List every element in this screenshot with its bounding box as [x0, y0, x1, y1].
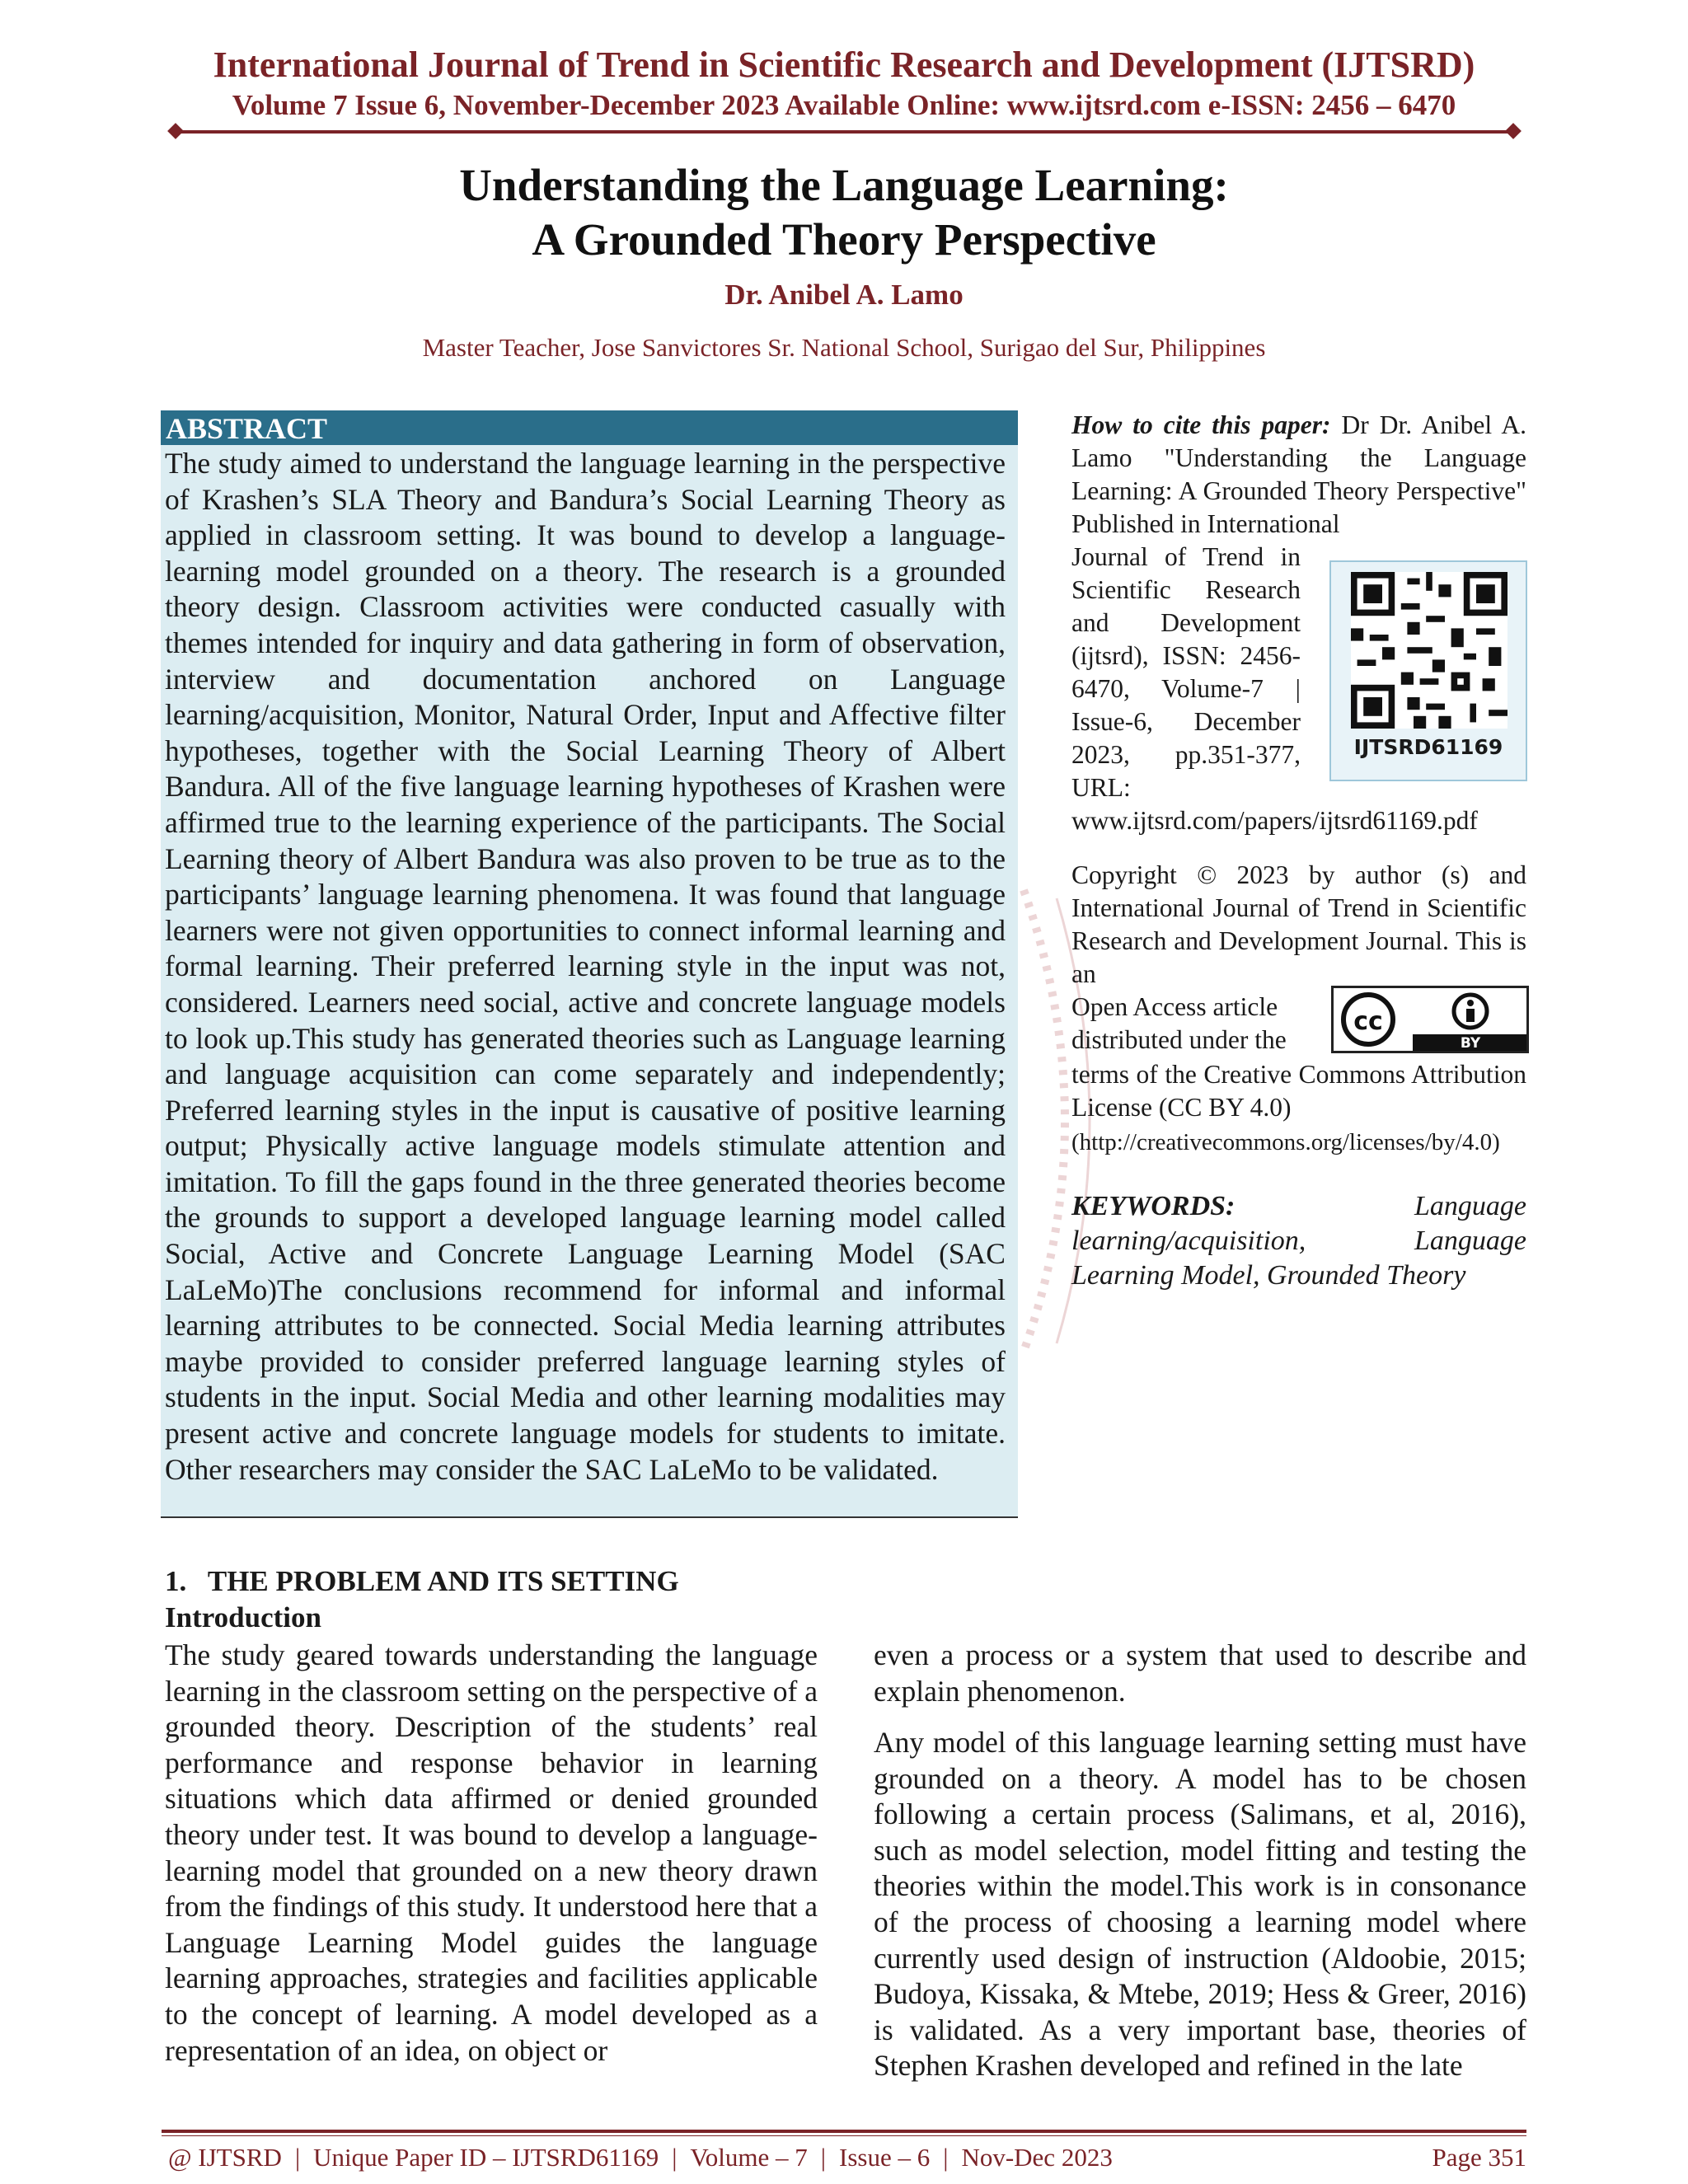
author-affiliation: Master Teacher, Jose Sanvictores Sr. National School, Surigao del Sur, Philippines	[422, 333, 1266, 362]
qr-code-icon	[1351, 572, 1507, 729]
copyright-side: Open Access article distributed under the	[1071, 992, 1287, 1054]
footer-rule-thin	[162, 2135, 1526, 2136]
citation-lead: How to cite this paper:	[1071, 410, 1331, 439]
paper-title-line2: A Grounded Theory Perspective	[532, 214, 1156, 265]
footer-journal: @ IJTSRD	[168, 2143, 282, 2172]
journal-title: International Journal of Trend in Scientific Research and Development (IJTSRD)	[213, 45, 1475, 85]
citation-url[interactable]: www.ijtsrd.com/papers/ijtsrd61169.pdf	[1071, 806, 1478, 835]
intro-column-left: The study geared towards understanding the language learning in the classroom setting on the perspective of a grounded theory. Description of the students’ real performance and response behavior in learning situations which data affirmed or denied grounded theory under test. It was bound to develop a language-learning model that grounded on a new theory drawn from the findings of this study. It understood here that a Language Learning Model guides the language learning approaches, strategies and facilities applicable to the concept of learning. A model developed as a representation of an idea, on object or	[165, 1638, 818, 2067]
journal-issue-line: Volume 7 Issue 6, November-December 2023 Available Online: www.ijtsrd.com e-ISSN: 2456 – 6470	[232, 89, 1456, 121]
subsection-heading: Introduction	[165, 1601, 321, 1633]
by-badge-text: BY	[1460, 1035, 1481, 1051]
footer-issue: Issue – 6	[839, 2143, 931, 2172]
keywords-lead: KEYWORDS:	[1071, 1191, 1236, 1221]
keywords	[1071, 1189, 1526, 1293]
copyright-bottom: terms of the Creative Commons Attribution License (CC BY 4.0)	[1071, 1060, 1526, 1122]
citation-text-top: Dr Dr. Anibel A. Lamo "Understanding the Language Learning: A Grounded Theory Perspective" Published in International	[1071, 410, 1526, 538]
footer-rule	[162, 2130, 1526, 2133]
qr-code-label: IJTSRD61169	[1353, 735, 1503, 759]
footer-paper-id: Unique Paper ID – IJTSRD61169	[313, 2143, 659, 2172]
footer-page-number: Page 351	[1432, 2143, 1526, 2172]
citation-side: Journal of Trend in Scientific Research and Development (ijtsrd), ISSN: 2456-6470, Volume-7 | Issue-6, December 2023, pp.351-377, URL:	[1071, 542, 1301, 802]
rule-diamond-right	[1505, 123, 1522, 139]
copyright-top: Copyright © 2023 by author (s) and International Journal of Trend in Scientific Research and Development Journal. This is an	[1071, 860, 1526, 988]
author-name: Dr. Anibel A. Lamo	[724, 279, 964, 311]
footer-left: @ IJTSRD | Unique Paper ID – IJTSRD61169 | Volume – 7 | Issue – 6 | Nov-Dec 2023	[168, 2143, 1113, 2172]
abstract-heading: ABSTRACT	[161, 410, 1018, 445]
intro-column-right-p1: even a process or a system that used to describe and explain phenomenon.	[874, 1638, 1526, 1708]
cc-by-icon	[1334, 988, 1526, 1051]
section-heading: 1. THE PROBLEM AND ITS SETTING	[165, 1565, 679, 1597]
paper-title	[0, 158, 1688, 267]
cc-badge-text: cc	[1353, 1007, 1383, 1036]
citation-top	[1071, 409, 1526, 541]
abstract-text: The study aimed to understand the language learning in the perspective of Krashen’s SLA Theory and Bandura’s Social Learning Theory as applied in classroom setting. It was bound to develop a language-learning model grounded on a theory. The research is a grounded theory design. Classroom activities were conducted casually with themes intended for inquiry and data gathering in form of observation, interview and documentation anchored on Language learning/acquisition, Monitor, Natural Order, Input and Affective filter hypotheses, together with the Social Learning Theory of Albert Bandura. All of the five language learning hypotheses of Krashen were affirmed true to the learning experience of the participants. The Social Learning theory of Albert Bandura was also proven to be true as to the participants’ language learning phenomena. It was found that language learners were not given opportunities to connect informal learning and formal learning. Their preferred learning style in the input was not, considered. Learners need social, active and concrete language models to look up.This study has generated theories such as Language learning and language acquisition can come separately and independently; Preferred learning styles in the input is causative of positive learning output; Physically active language models stimulate attention and imitation. To fill the gaps found in the three generated theories become the grounds to support a developed language learning model called Social, Active and Concrete Language Learning Model (SAC LaLeMo)The conclusions recommend for informal and informal learning attributes to be connected. Social Media learning attributes maybe provided to consider preferred language learning styles of students in the input. Social Media and other learning modalities may present active and concrete language models for students to imitate. Other researchers may consider the SAC LaLeMo to be validated.	[165, 447, 1006, 1486]
header-rule	[175, 130, 1512, 134]
intro-column-right-p2: Any model of this language learning setting must have grounded on a theory. A model has to be chosen following a certain process (Salimans, et al, 2016), such as model selection, model fitting and testing the theories within the model.This work is in consonance of the process of choosing a learning model where currently used design of instruction (Aldoobie, 2015; Budoya, Kissaka, & Mtebe, 2019; Hess & Greer, 2016) is validated. As a very important base, theories of Stephen Krashen developed and refined in the late	[874, 1726, 1526, 2083]
cc-by-license-badge[interactable]	[1331, 986, 1529, 1053]
qr-code-box	[1329, 560, 1527, 781]
page-footer	[168, 2143, 1526, 2172]
rule-diamond-left	[167, 123, 184, 139]
keywords-text: Language learning/acquisition, Language Learning Model, Grounded Theory	[1071, 1191, 1526, 1291]
license-url[interactable]: (http://creativecommons.org/licenses/by/4.0)	[1071, 1129, 1500, 1155]
footer-volume: Volume – 7	[690, 2143, 808, 2172]
footer-date: Nov-Dec 2023	[961, 2143, 1113, 2172]
paper-title-line1: Understanding the Language Learning:	[459, 160, 1229, 210]
